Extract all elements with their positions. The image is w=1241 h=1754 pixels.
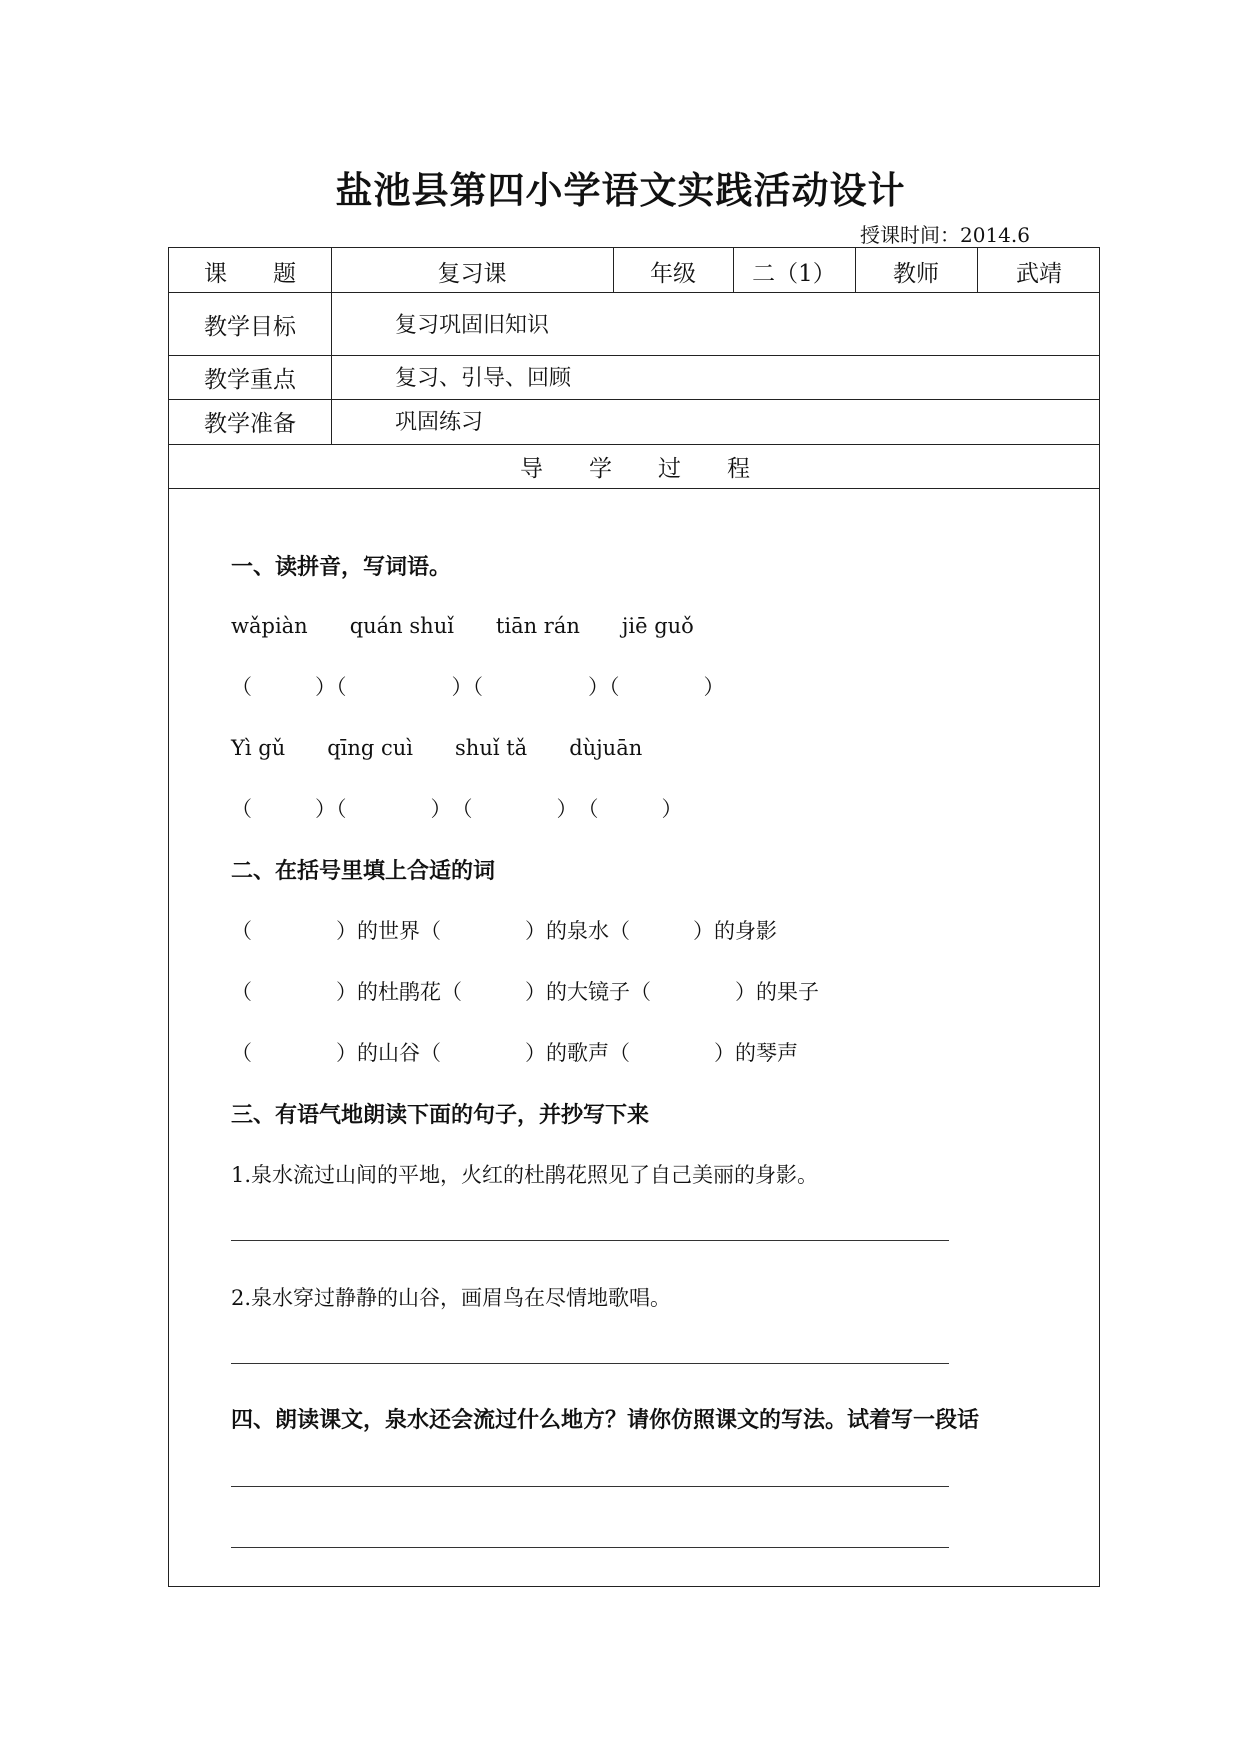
section-3-sentence-1: 1.泉水流过山间的平地，火红的杜鹃花照见了自己美丽的身影。 xyxy=(231,1163,819,1187)
section-4-heading: 四、朗读课文，泉水还会流过什么地方？请你仿照课文的写法。试着写一段话 xyxy=(231,1408,980,1433)
section-1-pinyin-row-1: wǎpiàn quán shuǐ tiān rán jiē guǒ xyxy=(231,614,694,638)
teacher-label: 教师 xyxy=(893,261,939,287)
section-2-row-1: （ ）的世界（ ）的泉水（ ）的身影 xyxy=(231,919,777,943)
row-divider xyxy=(169,292,1099,293)
grade-value: 二（1） xyxy=(752,261,836,287)
subject-value: 复习课 xyxy=(437,261,507,287)
answer-line[interactable] xyxy=(231,1547,949,1548)
row-divider xyxy=(169,488,1099,489)
answer-line[interactable] xyxy=(231,1486,949,1487)
section-1-brackets-row-2: （ ）（ ） （ ） （ ） xyxy=(231,797,683,821)
grade-label: 年级 xyxy=(650,261,696,287)
subject-label: 课 题 xyxy=(204,261,296,287)
preparation-value: 巩固练习 xyxy=(395,410,484,435)
teacher-value: 武靖 xyxy=(1016,261,1062,287)
answer-line[interactable] xyxy=(231,1240,949,1241)
lesson-date: 授课时间：2014.6 xyxy=(860,223,1030,247)
objective-value: 复习巩固旧知识 xyxy=(395,313,550,338)
section-1-pinyin-row-2: Yì gǔ qīng cuì shuǐ tǎ dùjuān xyxy=(231,736,643,760)
section-3-heading: 三、有语气地朗读下面的句子，并抄写下来 xyxy=(231,1103,650,1128)
section-2-row-2: （ ）的杜鹃花（ ）的大镜子（ ）的果子 xyxy=(231,980,819,1004)
section-1-brackets-row-1: （ ）（ ）（ ）（ ） xyxy=(231,675,725,699)
process-heading: 导 学 过 程 xyxy=(520,456,750,482)
lesson-plan-table xyxy=(168,247,1100,1587)
section-2-heading: 二、在括号里填上合适的词 xyxy=(231,859,496,884)
section-2-row-3: （ ）的山谷（ ）的歌声（ ）的琴声 xyxy=(231,1041,798,1065)
document-title: 盐池县第四小学语文实践活动设计 xyxy=(335,169,906,212)
section-3-sentence-2: 2.泉水穿过静静的山谷，画眉鸟在尽情地歌唱。 xyxy=(231,1286,672,1310)
answer-line[interactable] xyxy=(231,1363,949,1364)
objective-label: 教学目标 xyxy=(204,314,296,340)
row-divider xyxy=(169,399,1099,400)
section-1-heading: 一、读拼音，写词语。 xyxy=(231,555,452,580)
row-divider xyxy=(169,355,1099,356)
focus-label: 教学重点 xyxy=(204,367,296,393)
row-divider xyxy=(169,444,1099,445)
focus-value: 复习、引导、回顾 xyxy=(395,366,572,391)
preparation-label: 教学准备 xyxy=(204,411,296,437)
